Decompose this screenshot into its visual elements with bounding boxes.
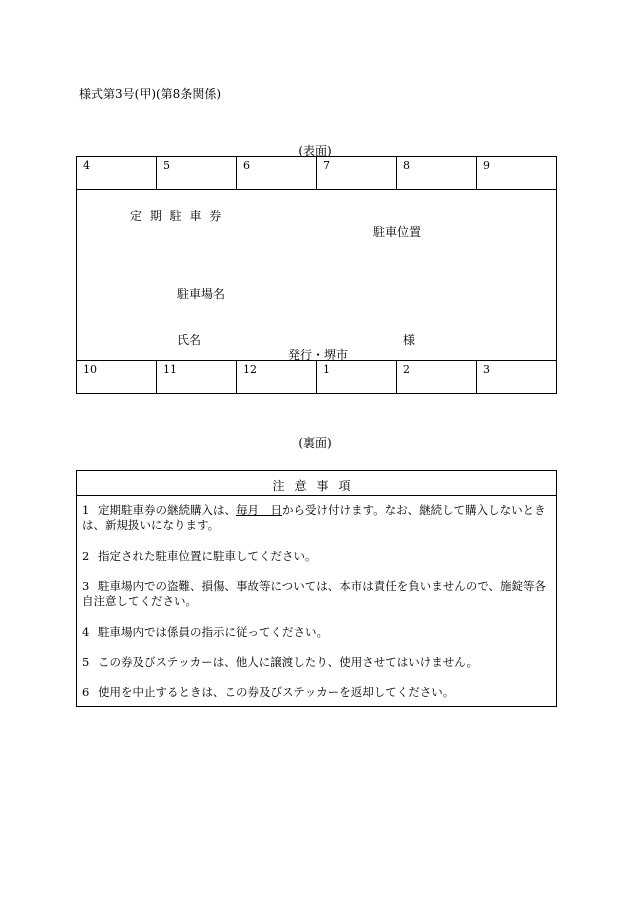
month-row-top [77,157,556,190]
month-cell: 4 [77,157,157,189]
note-item: 5 この券及びステッカーは、他人に譲渡したり、使用させてはいけません。 [82,655,478,669]
month-cell: 12 [237,361,317,393]
month-cell: 1 [317,361,397,393]
notes-heading: 注意事項 [272,479,361,493]
month-cell: 6 [237,157,317,189]
note-item: 6 使用を中止するときは、この券及びステッカーを返却してください。 [82,685,455,699]
note-item: 2 指定された駐車位置に駐車してください。 [82,549,317,563]
month-row-bottom [77,360,556,393]
ticket-front [76,156,557,394]
parking-lot-name-label: 駐車場名 [177,287,226,301]
month-cell: 7 [317,157,397,189]
parking-position-label: 駐車位置 [373,225,422,239]
note-item: 1 定期駐車券の継続購入は、毎月 日から受け付けます。なお、継続して購入しないときは、新規扱いになります。 [82,503,546,532]
heading-divider [77,495,556,496]
month-cell: 3 [483,363,490,376]
note-item: 4 駐車場内では係員の指示に従ってください。 [82,625,328,639]
month-cell: 10 [77,361,157,393]
form-title: 様式第3号(甲)(第8条関係) [79,87,221,101]
back-side-label: (裏面) [298,436,332,450]
month-cell: 8 [397,157,477,189]
honorific-sama: 様 [403,333,416,347]
front-side-label: (表面) [298,144,332,158]
month-cell: 2 [397,361,477,393]
note-item: 3 駐車場内での盗難、損傷、事故等については、本市は責任を負いませんので、施錠等各自注意してください。 [82,579,547,608]
month-cell: 5 [157,157,237,189]
ticket-back [76,470,557,707]
month-cell: 11 [157,361,237,393]
ticket-title: 定 期 駐 車 券 [130,209,224,223]
issuer-label: 発行・堺市 [288,348,349,362]
month-cell: 9 [483,159,490,172]
renewal-date-blank: 毎月 日 [236,503,282,517]
holder-name-label: 氏名 [177,333,202,347]
